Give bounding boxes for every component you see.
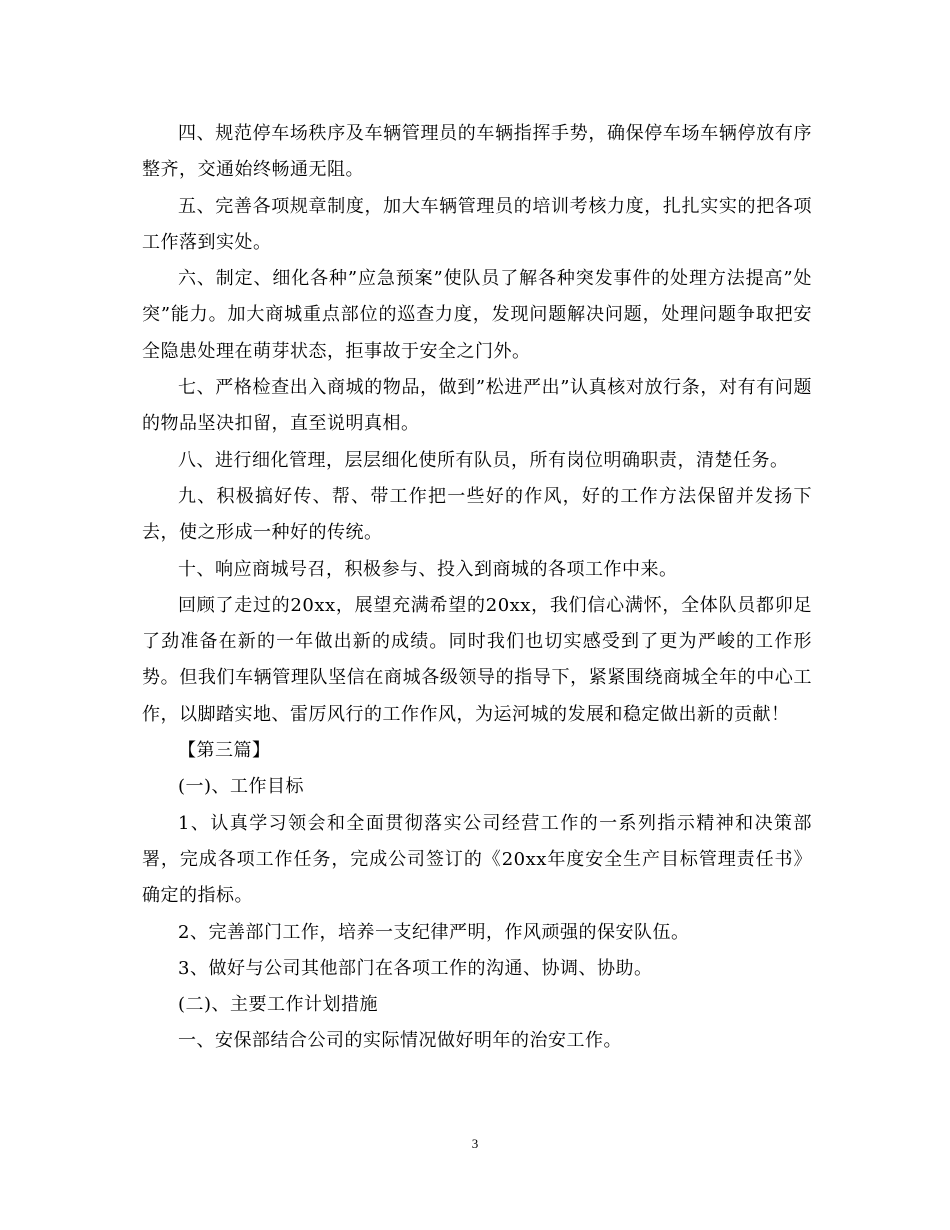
goal-item-2: 2、完善部门工作，培养一支纪律严明，作风顽强的保安队伍。: [178, 921, 690, 943]
goal-item-1: 1、认真学习领会和全面贯彻落实公司经营工作的一系列指示精神和决策部署，完成各项工作任务，完成公司签订的《20xx年度安全生产目标管理责任书》确定的指标。: [142, 812, 812, 907]
paragraph-item-9: 九、积极搞好传、帮、带工作把一些好的作风，好的工作方法保留并发扬下去，使之形成一种好的传统。: [142, 485, 812, 544]
paragraph-item-4: 四、规范停车场秩序及车辆管理员的车辆指挥手势，确保停车场车辆停放有序整齐，交通始终畅通无阻。: [142, 123, 812, 181]
paragraph-item-10: 十、响应商城号召，积极参与、投入到商城的各项工作中来。: [178, 558, 678, 580]
page-number: 3: [471, 1136, 479, 1151]
measure-item-1: 一、安保部结合公司的实际情况做好明年的治安工作。: [178, 1030, 622, 1052]
paragraph-item-8: 八、进行细化管理，层层细化使所有队员，所有岗位明确职责，清楚任务。: [178, 449, 789, 471]
paragraph-item-7: 七、严格检查出入商城的物品，做到”松进严出”认真核对放行条，对有有问题的物品坚决扣留，直至说明真相。: [142, 377, 812, 435]
document-body: [142, 116, 812, 1060]
goal-item-3: 3、做好与公司其他部门在各项工作的沟通、协调、协助。: [178, 957, 653, 979]
paragraph-item-6: 六、制定、细化各种”应急预案”使队员了解各种突发事件的处理方法提高”处突”能力。加大商城重点部位的巡查力度，发现问题解决问题，处理问题争取把安全隐患处理在萌芽状态，拒事故于安全之门外。: [142, 268, 812, 362]
paragraph-summary: 回顾了走过的20xx，展望充满希望的20xx，我们信心满怀，全体队员都卯足了劲准备在新的一年做出新的成绩。同时我们也切实感受到了更为严峻的工作形势。但我们车辆管理队坚信在商城各级领导的指导下，紧紧围绕商城全年的中心工作，以脚踏实地、雷厉风行的工作作风，为运河城的发展和稳定做出新的贡献！: [142, 594, 812, 725]
paragraph-item-5: 五、完善各项规章制度，加大车辆管理员的培训考核力度，扎扎实实的把各项工作落到实处。: [142, 195, 812, 253]
subsection-heading-goals: (一)、工作目标: [178, 776, 305, 798]
subsection-heading-measures: (二)、主要工作计划措施: [178, 994, 379, 1016]
section-heading: 【第三篇】: [178, 740, 271, 762]
